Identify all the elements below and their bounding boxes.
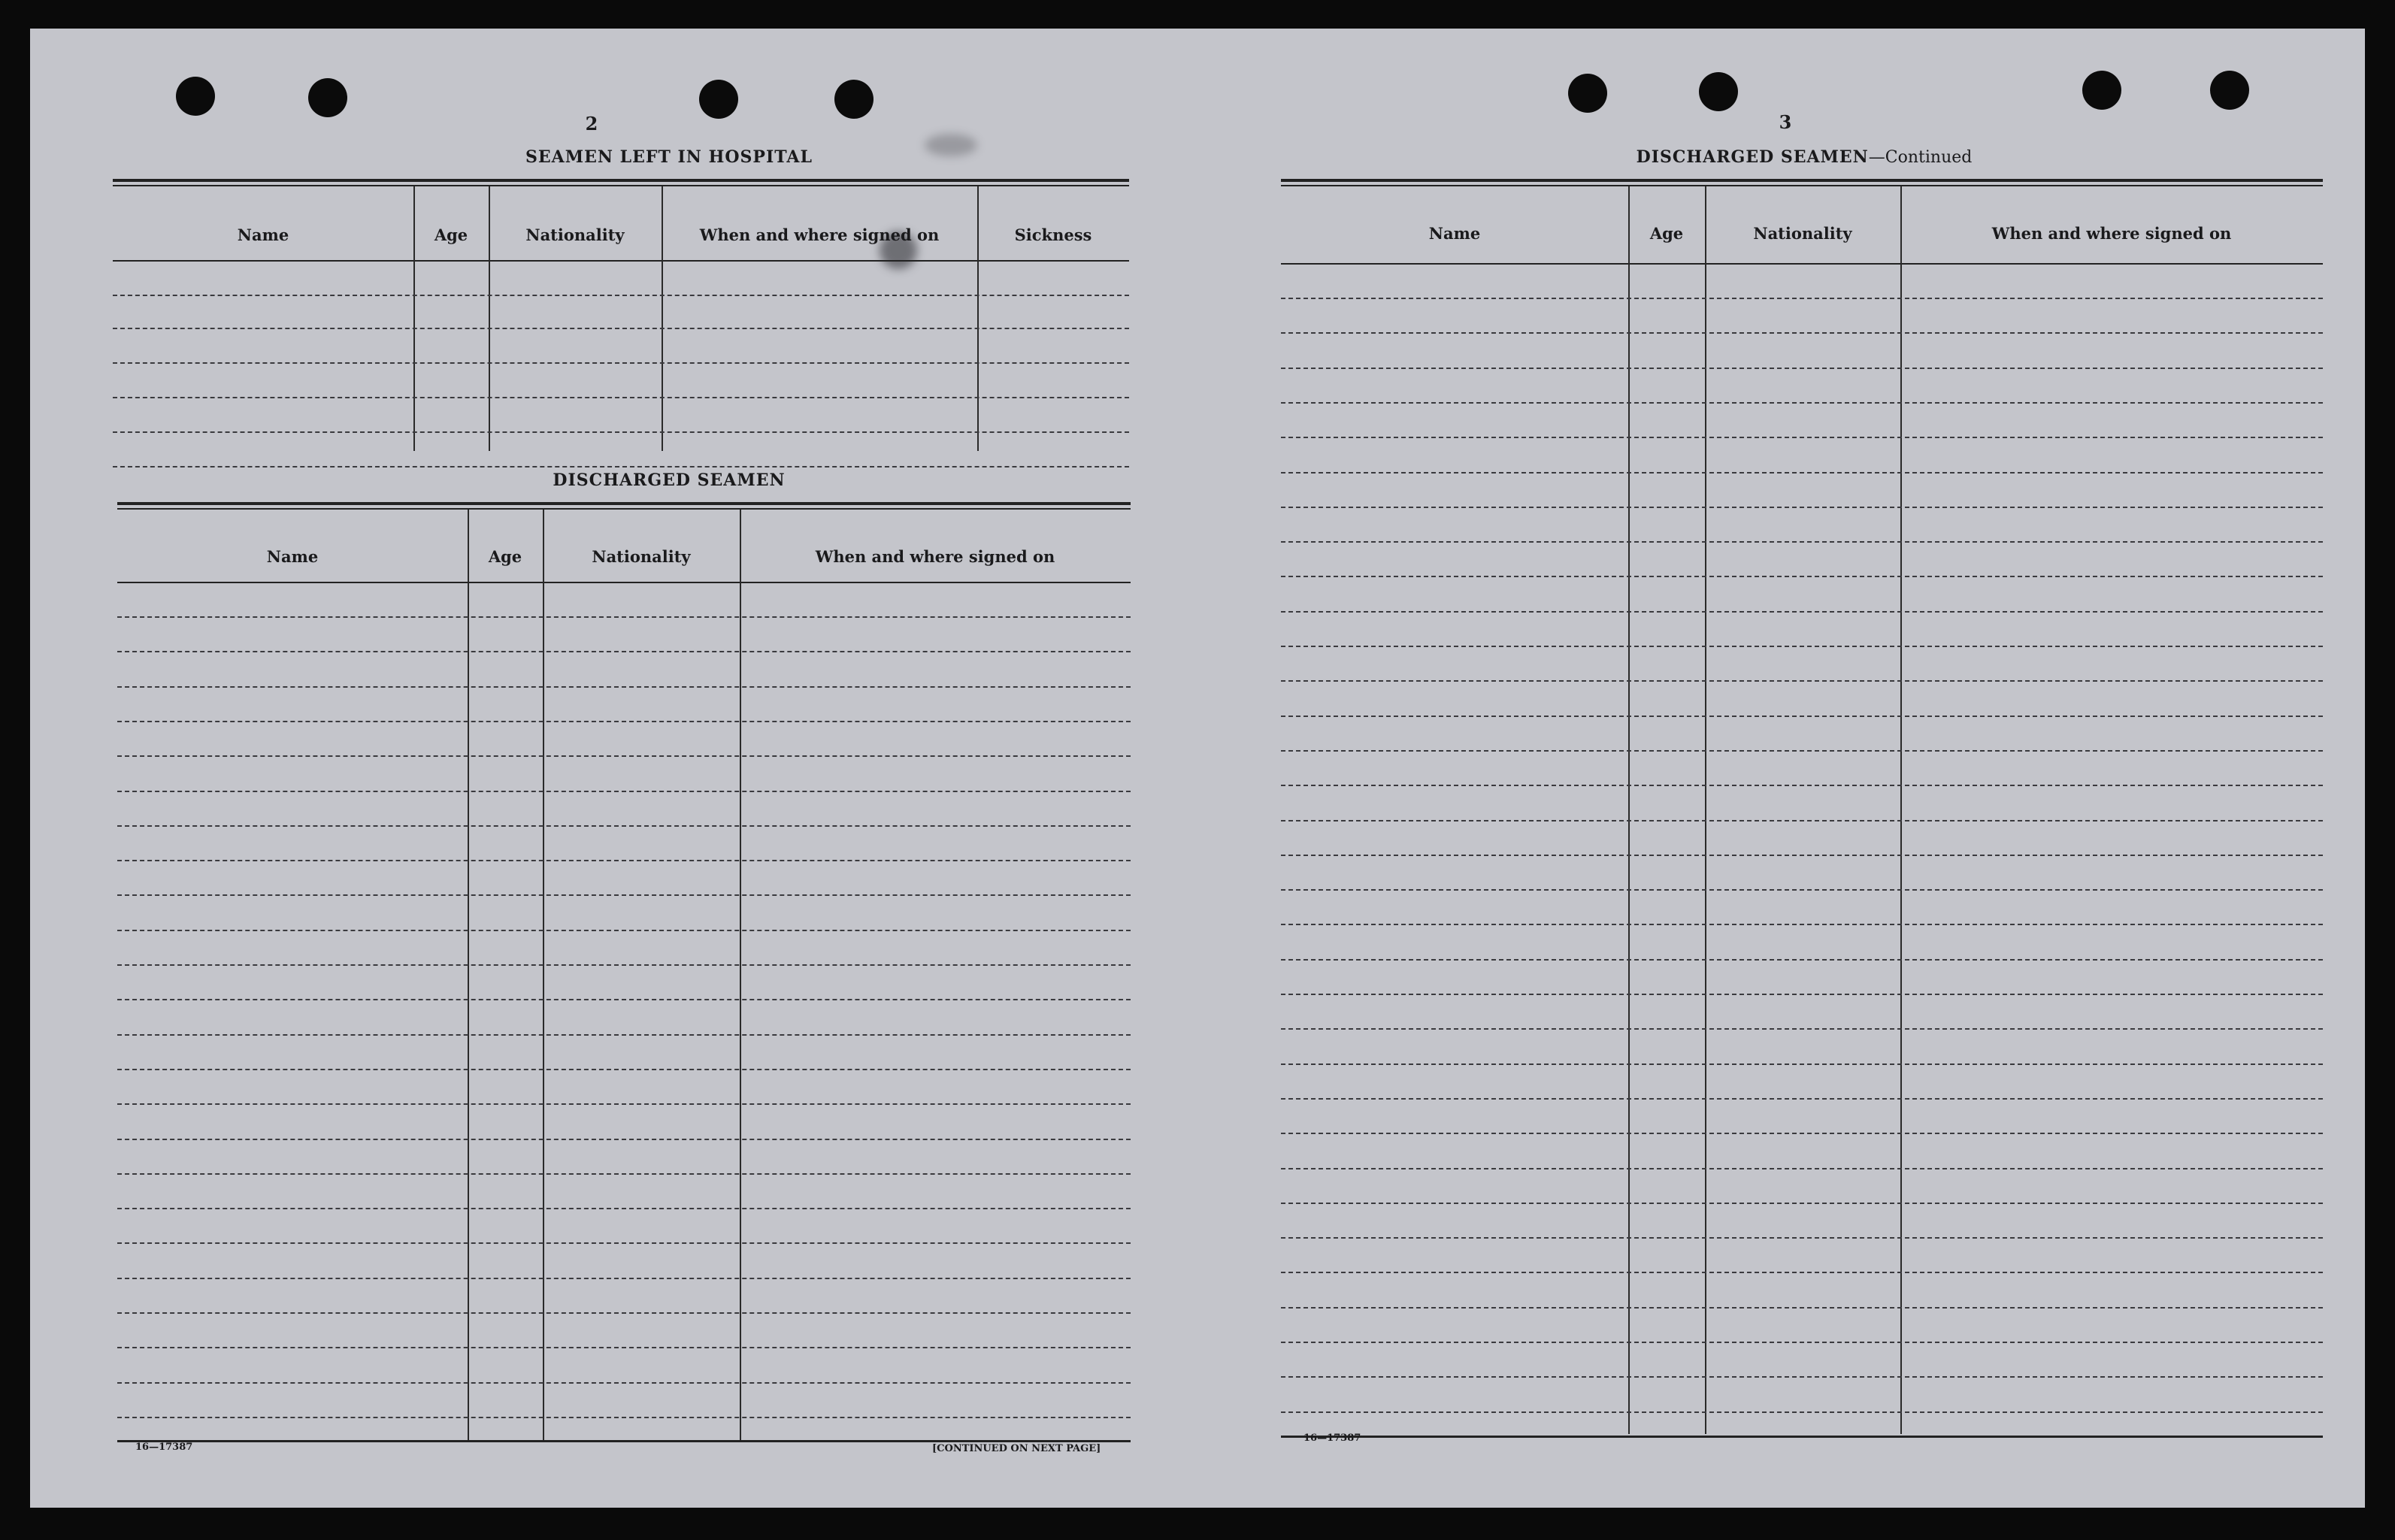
punch-hole [2210,71,2249,110]
ruled-row [1281,1376,2323,1378]
discharged-continued-title [1518,147,2090,167]
ruled-row [1281,994,2323,995]
ruled-row [117,1312,1131,1314]
ruled-row [1281,1168,2323,1169]
punch-hole [308,78,347,117]
ruled-row [1281,1307,2323,1309]
ruled-row [1281,368,2323,369]
ruled-row [117,686,1131,688]
column-header-age: Age [488,547,522,566]
ruled-row [117,1034,1131,1036]
ruled-row [117,1242,1131,1244]
column-header-name: Name [266,547,319,566]
punch-hole [2082,71,2121,110]
ruled-row [1281,924,2323,925]
ruled-row [1281,402,2323,404]
ruled-row [1281,507,2323,508]
ruled-row [1281,1411,2323,1413]
discharged-section-title: DISCHARGED SEAMEN [553,470,786,490]
ruled-row [1281,855,2323,856]
ruled-row [1281,820,2323,821]
ruled-row [117,721,1131,722]
ink-stamp-mark [925,134,977,156]
ruled-row [1281,750,2323,752]
ruled-row [1281,1272,2323,1273]
ruled-row [1281,472,2323,473]
title-text: DISCHARGED SEAMEN [1636,147,1869,167]
punch-hole [1568,74,1607,113]
column-header-age: Age [1649,224,1684,243]
title-suffix: —Continued [1868,148,1973,167]
form-number-left: 16—17387 [135,1442,193,1453]
page-number-right: 3 [1779,111,1792,133]
column-header-nationality: Nationality [592,547,691,566]
ruled-row [117,930,1131,931]
ruled-row [1281,611,2323,613]
ruled-row [117,1103,1131,1105]
ruled-row [1281,298,2323,299]
document-sheet [30,29,2365,1508]
ruled-row [1281,785,2323,786]
form-number-right: 16—17387 [1303,1433,1361,1444]
discharged-table-left [117,502,1131,1464]
ruled-row [1281,332,2323,334]
ruled-row [1281,1098,2323,1100]
punch-hole [176,77,215,116]
column-header-age: Age [434,225,468,244]
ruled-row [1281,1237,2323,1239]
ruled-row [117,825,1131,827]
continued-note: [CONTINUED ON NEXT PAGE] [932,1443,1101,1454]
ruled-row [1281,1028,2323,1030]
ruled-row [1281,680,2323,682]
ruled-row [1281,1133,2323,1134]
ruled-row [1281,716,2323,717]
ruled-row [117,894,1131,896]
column-header-sickness: Sickness [1014,225,1092,244]
column-header-name: Name [1428,224,1481,243]
ruled-row [1281,541,2323,543]
hospital-table [113,179,1129,478]
column-header-signed-on: When and where signed on [815,547,1055,566]
ruled-row [117,1382,1131,1384]
punch-hole [1699,72,1738,111]
ruled-row [117,791,1131,792]
ruled-row [1281,1063,2323,1065]
punch-hole [699,80,738,119]
ruled-row [117,1347,1131,1348]
ruled-row [117,1139,1131,1140]
column-header-signed-on: When and where signed on [699,225,940,244]
ruled-row [1281,1342,2323,1343]
ruled-row [1281,646,2323,647]
discharged-table-right [1281,179,2323,1457]
page-number-left: 2 [585,113,598,135]
ruled-row [117,755,1131,757]
ruled-row [117,999,1131,1000]
ruled-row [1281,437,2323,438]
ruled-row [1281,1203,2323,1204]
ruled-row [1281,959,2323,961]
ruled-row [117,1417,1131,1418]
ruled-row [117,860,1131,861]
hospital-section-title: SEAMEN LEFT IN HOSPITAL [525,147,813,167]
ruled-row [1281,576,2323,577]
ruled-row [117,651,1131,652]
ruled-row [117,1208,1131,1209]
ruled-row [117,1278,1131,1279]
column-header-name: Name [237,225,289,244]
ruled-row [117,1173,1131,1175]
ruled-row [117,616,1131,618]
ruled-row [117,1069,1131,1070]
punch-hole [834,80,874,119]
column-header-nationality: Nationality [525,225,625,244]
ruled-row [117,964,1131,966]
ruled-row [1281,889,2323,891]
column-header-signed-on: When and where signed on [1991,224,2232,243]
column-header-nationality: Nationality [1753,224,1852,243]
